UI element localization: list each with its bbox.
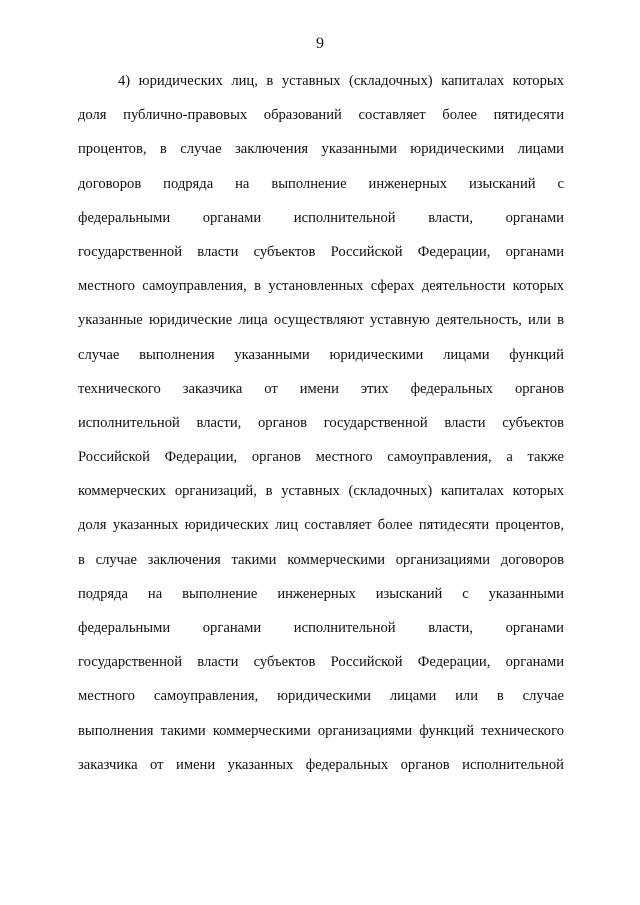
text-line: федеральными органами исполнительной власти, органами xyxy=(78,620,564,636)
text-line: случае выполнения указанными юридическими лицами функций xyxy=(78,346,564,363)
text-line: 4) юридических лиц, в уставных (складочных) капиталах которых xyxy=(118,73,564,89)
text-line: заказчика от имени указанных федеральных органов исполнительной xyxy=(78,756,564,773)
text-line: исполнительной власти, органов государственной власти субъектов xyxy=(78,414,564,431)
text-line: местного самоуправления, в установленных сферах деятельности которых xyxy=(78,278,564,295)
text-line: в случае заключения такими коммерческими организациями договоров xyxy=(78,551,564,568)
text-line: доля публично-правовых образований составляет более пятидесяти xyxy=(78,107,564,124)
text-line: доля указанных юридических лиц составляет более пятидесяти процентов, xyxy=(78,517,564,534)
text-line: коммерческих организаций, в уставных (складочных) капиталах которых xyxy=(78,483,564,500)
page-number: 9 xyxy=(316,35,324,52)
text-line: технического заказчика от имени этих федеральных органов xyxy=(78,380,564,397)
text-line: федеральными органами исполнительной власти, органами xyxy=(78,209,564,226)
text-line: указанные юридические лица осуществляют уставную деятельность, или в xyxy=(78,312,564,329)
text-line: подряда на выполнение инженерных изысканий с указанными xyxy=(78,585,564,602)
text-line: Российской Федерации, органов местного самоуправления, а также xyxy=(78,449,564,466)
text-line: государственной власти субъектов Российской Федерации, органами xyxy=(78,243,564,260)
body-paragraph xyxy=(78,64,564,782)
text-line: государственной власти субъектов Российской Федерации, органами xyxy=(78,654,564,671)
text-line: местного самоуправления, юридическими лицами или в случае xyxy=(78,688,564,705)
text-line: процентов, в случае заключения указанными юридическими лицами xyxy=(78,141,564,158)
text-line: выполнения такими коммерческими организациями функций технического xyxy=(78,722,564,739)
text-line: договоров подряда на выполнение инженерных изысканий с xyxy=(78,175,564,192)
